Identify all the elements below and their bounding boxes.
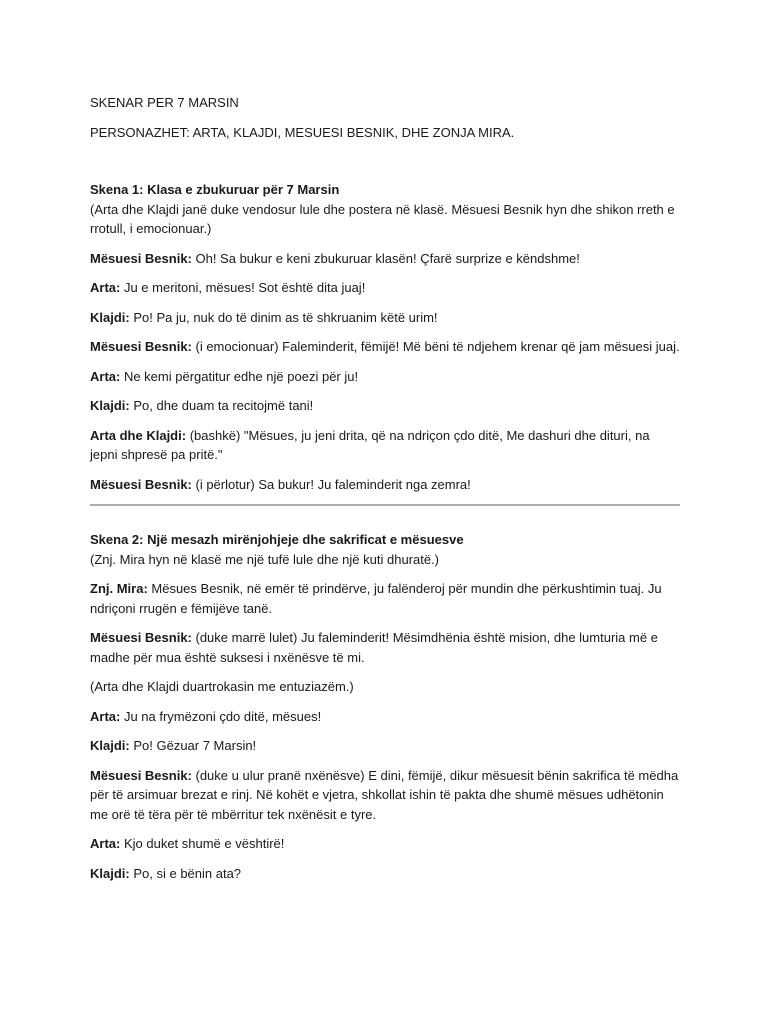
speaker-name: Mësuesi Besnik: (90, 339, 192, 354)
dialogue-line (90, 628, 680, 667)
spacer (90, 506, 680, 530)
dialogue-text: Po! Pa ju, nuk do të dinim as të shkruanim këtë urim! (129, 309, 438, 325)
speaker-name: Klajdi: (90, 865, 130, 881)
speaker-name: Mësuesi Besnik: (90, 767, 192, 783)
dialogue-text: Po, dhe duam ta recitojmë tani! (129, 398, 314, 413)
dialogue-text: Po! Gëzuar 7 Marsin! (129, 738, 257, 753)
scene-1-description: (Arta dhe Klajdi janë duke vendosur lule dhe postera në klasë. Mësuesi Besnik hyn dhe shikon rreth e rrotull, i emocionuar.) (90, 201, 675, 236)
scene-2-header (90, 530, 680, 569)
speaker-name: Mësuesi Besnik: (90, 476, 192, 492)
dialogue-text: Oh! Sa bukur e keni zbukuruar klasën! Çfarë surprize e këndshme! (191, 250, 580, 266)
dialogue-text: Ju e meritoni, mësues! Sot është dita juaj! (120, 280, 366, 295)
dialogue-line (90, 707, 680, 727)
dialogue-line (90, 278, 680, 298)
speaker-name: Arta: (90, 368, 121, 384)
characters-line: PERSONAZHET: ARTA, KLAJDI, MESUESI BESNIK, DHE ZONJA MIRA. (90, 124, 515, 140)
dialogue-text: (Arta dhe Klajdi duartrokasin me entuziazëm.) (90, 679, 354, 694)
dialogue-line (90, 426, 680, 465)
dialogue-text: Po, si e bënin ata? (129, 865, 242, 881)
dialogue-line (90, 766, 680, 825)
scene-2-description: (Znj. Mira hyn në klasë me një tufë lule dhe një kuti dhuratë.) (90, 551, 440, 567)
dialogue-line (90, 367, 680, 387)
dialogue-line (90, 736, 680, 756)
dialogue-text: Ju na frymëzoni çdo ditë, mësues! (120, 708, 322, 724)
speaker-name: Mësuesi Besnik: (90, 250, 192, 266)
dialogue-line (90, 864, 680, 884)
speaker-name: Klajdi: (90, 398, 130, 413)
dialogue-line (90, 337, 680, 357)
dialogue-text: Kjo duket shumë e vështirë! (120, 836, 285, 851)
dialogue-line (90, 249, 680, 269)
dialogue-text: (i emocionuar) Faleminderit, fëmijë! Më bëni të ndjehem krenar që jam mësuesi juaj. (191, 339, 680, 354)
speaker-name: Arta: (90, 836, 121, 851)
document-page (90, 93, 680, 893)
dialogue-line (90, 579, 680, 618)
speaker-name: Arta: (90, 280, 121, 295)
dialogue-line (90, 396, 680, 416)
speaker-name: Klajdi: (90, 738, 130, 753)
speaker-name: Arta: (90, 708, 121, 724)
scene-2-title: Skena 2: Një mesazh mirënjohjeje dhe sakrificat e mësuesve (90, 532, 464, 547)
dialogue-text: Ne kemi përgatitur edhe një poezi për ju! (120, 368, 359, 384)
dialogue-line (90, 475, 680, 495)
speaker-name: Arta dhe Klajdi: (90, 427, 187, 443)
dialogue-text: (bashkë) "Mësues, ju jeni drita, që na ndriçon çdo ditë, Me dashuri dhe dituri, na jepni shpresë pa pritë." (90, 427, 650, 462)
dialogue-line (90, 308, 680, 328)
scene-1-header (90, 180, 680, 239)
dialogue-text: (duke u ulur pranë nxënësve) E dini, fëmijë, dikur mësuesit bënin sakrifica të mëdha për të arsimuar brezat e rinj. Në kohët e vjetra, shkollat ishin të pakta dhe shumë mësues udhëtonin me orë të tëra për të mbërritur tek nxënësit e tyre. (90, 767, 679, 822)
document-title: SKENAR PER 7 MARSIN (90, 95, 239, 110)
speaker-name: Klajdi: (90, 309, 130, 325)
speaker-name: Znj. Mira: (90, 581, 148, 596)
dialogue-text: Mësues Besnik, në emër të prindërve, ju falënderoj për mundin dhe përkushtimin tuaj. Ju ndriçoni rrugën e fëmijëve tanë. (90, 581, 662, 616)
dialogue-text: (i përlotur) Sa bukur! Ju faleminderit nga zemra! (191, 476, 471, 492)
scene-1-title: Skena 1: Klasa e zbukuruar për 7 Marsin (90, 182, 340, 197)
dialogue-text: (duke marrë lulet) Ju faleminderit! Mësimdhënia është mision, dhe lumturia më e madhe për mua është suksesi i nxënësve të mi. (90, 630, 658, 665)
dialogue-line (90, 834, 680, 854)
stage-direction (90, 677, 680, 697)
speaker-name: Mësuesi Besnik: (90, 630, 192, 645)
spacer (90, 152, 680, 180)
